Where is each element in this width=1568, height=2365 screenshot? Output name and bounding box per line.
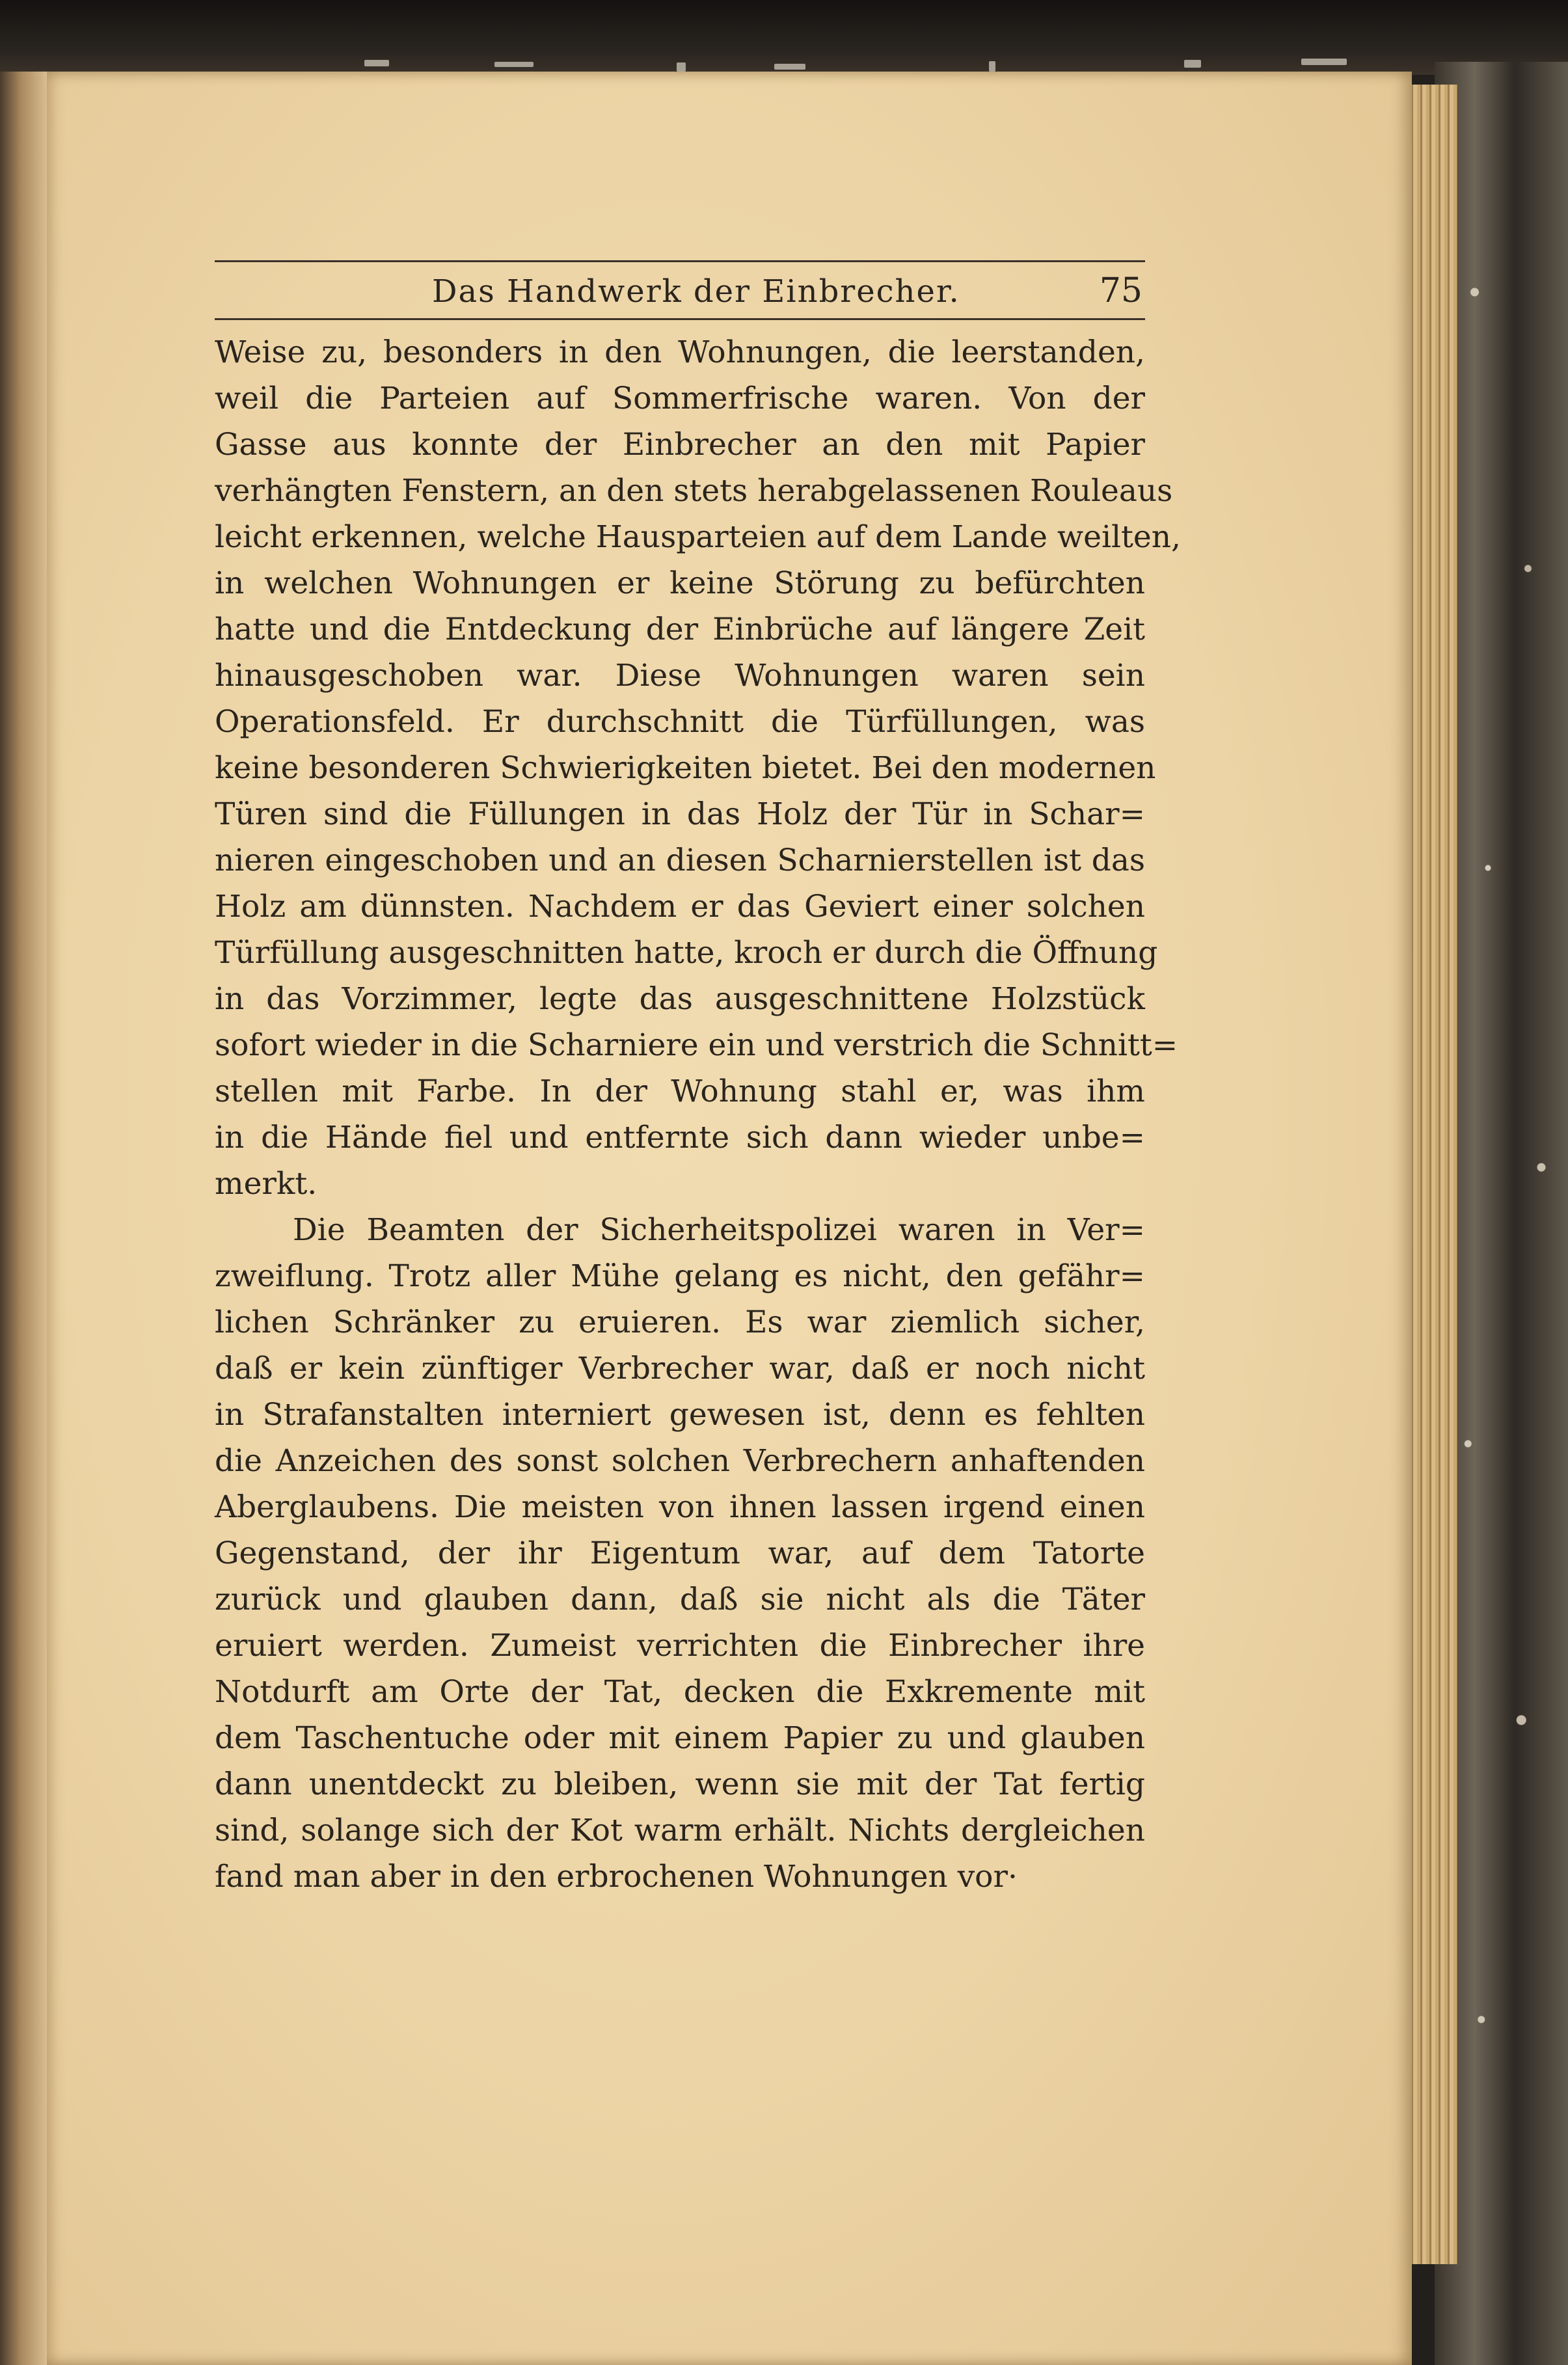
text-line: dann unentdeckt zu bleiben, wenn sie mit der Tat fertig xyxy=(215,1766,1145,1802)
text-line: eruiert werden. Zumeist verrichten die Einbrecher ihre xyxy=(215,1628,1145,1664)
paragraph xyxy=(215,1207,1145,1900)
text-line: leicht erkennen, welche Hausparteien auf dem Lande weilten, xyxy=(215,519,1181,555)
text-line: Türen sind die Füllungen in das Holz der Tür in Schar= xyxy=(215,796,1145,832)
text-line: daß er kein zünftiger Verbrecher war, daß er noch nicht xyxy=(215,1351,1145,1386)
text-line: sofort wieder in die Scharniere ein und verstrich die Schnitt= xyxy=(215,1027,1178,1063)
text-line: Türfüllung ausgeschnitten hatte, kroch er durch die Öffnung xyxy=(215,935,1158,971)
text-line: merkt. xyxy=(215,1166,318,1202)
text-line: die Anzeichen des sonst solchen Verbrechern anhaftenden xyxy=(215,1443,1145,1479)
text-line: in Strafanstalten interniert gewesen ist, denn es fehlten xyxy=(215,1397,1145,1433)
paragraph xyxy=(215,329,1181,1207)
text-line: in welchen Wohnungen er keine Störung zu befürchten xyxy=(215,565,1145,601)
facing-page-edge xyxy=(0,72,47,2365)
text-line: fand man aber in den erbrochenen Wohnungen vor· xyxy=(215,1859,1018,1895)
text-line: hinausgeschoben war. Diese Wohnungen waren sein xyxy=(215,658,1145,694)
header-rule-bottom xyxy=(215,318,1145,320)
text-line: Notdurft am Orte der Tat, decken die Exkremente mit xyxy=(215,1674,1145,1710)
running-head-title: Das Handwerk der Einbrecher. xyxy=(432,273,960,310)
text-line: nieren eingeschoben und an diesen Scharnierstellen ist das xyxy=(215,843,1145,878)
text-line: weil die Parteien auf Sommerfrische waren. Von der xyxy=(215,381,1145,416)
text-line: dem Taschentuche oder mit einem Papier zu und glauben xyxy=(215,1720,1145,1756)
text-line: Aberglaubens. Die meisten von ihnen lassen irgend einen xyxy=(215,1489,1145,1525)
text-line: verhängten Fenstern, an den stets herabgelassenen Rouleaus xyxy=(215,473,1173,509)
text-line: hatte und die Entdeckung der Einbrüche auf längere Zeit xyxy=(215,612,1145,647)
page-content xyxy=(215,260,1181,1900)
text-line: keine besonderen Schwierigkeiten bietet. Bei den modernen xyxy=(215,750,1156,786)
text-line: Gasse aus konnte der Einbrecher an den mit Papier xyxy=(215,427,1145,463)
text-line: Die Beamten der Sicherheitspolizei waren in Ver= xyxy=(293,1212,1145,1248)
text-line: Weise zu, besonders in den Wohnungen, die leerstanden, xyxy=(215,334,1145,370)
text-line: stellen mit Farbe. In der Wohnung stahl er, was ihm xyxy=(215,1074,1145,1109)
text-line: Gegenstand, der ihr Eigentum war, auf dem Tatorte xyxy=(215,1535,1145,1571)
text-line: Operationsfeld. Er durchschnitt die Türfüllungen, was xyxy=(215,704,1145,740)
text-line: sind, solange sich der Kot warm erhält. Nichts dergleichen xyxy=(215,1813,1145,1848)
text-line: zweiflung. Trotz aller Mühe gelang es nicht, den gefähr= xyxy=(215,1258,1145,1294)
page-number: 75 xyxy=(1099,271,1142,310)
text-line: zurück und glauben dann, daß sie nicht als die Täter xyxy=(215,1582,1145,1617)
text-line: in die Hände fiel und entfernte sich dann wieder unbe= xyxy=(215,1120,1145,1155)
text-line: Holz am dünnsten. Nachdem er das Geviert einer solchen xyxy=(215,889,1145,925)
running-head xyxy=(215,262,1145,318)
body-text xyxy=(215,329,1181,1900)
book-top-edge xyxy=(0,0,1568,75)
text-line: in das Vorzimmer, legte das ausgeschnittene Holzstück xyxy=(215,981,1145,1017)
text-line: lichen Schränker zu eruieren. Es war ziemlich sicher, xyxy=(215,1304,1145,1340)
